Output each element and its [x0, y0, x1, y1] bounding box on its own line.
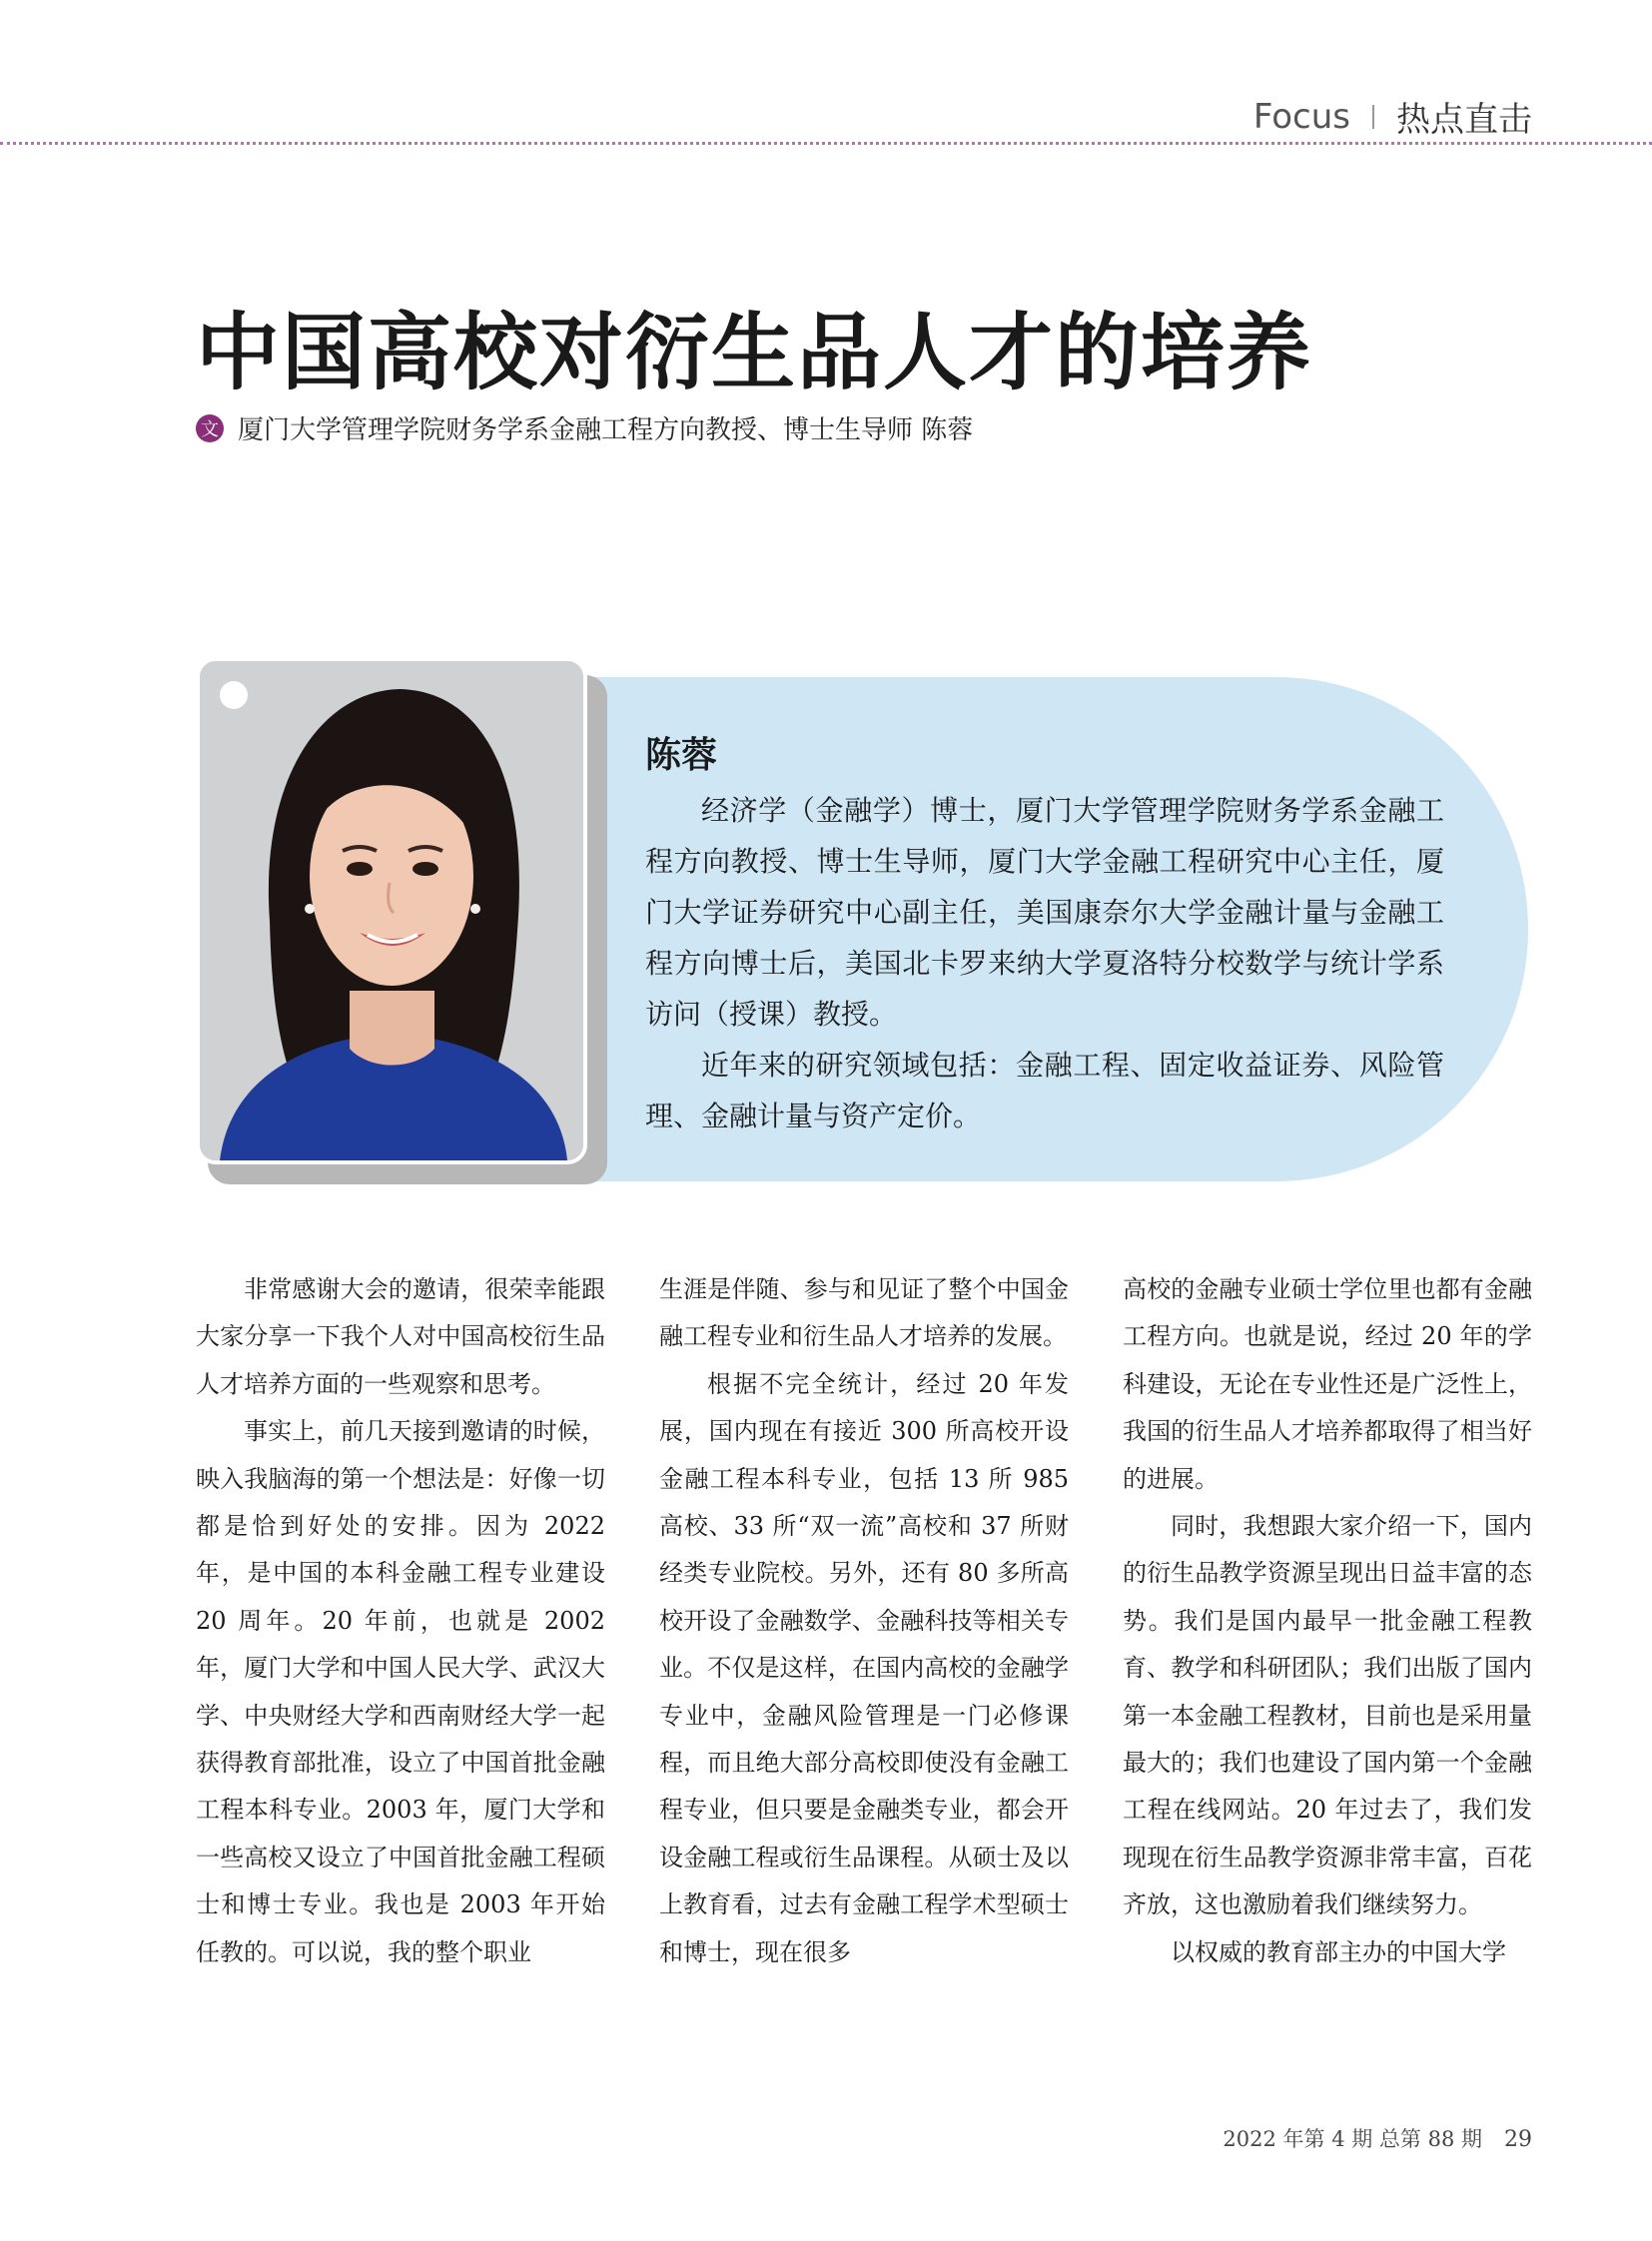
body-paragraph: 以权威的教育部主办的中国大学	[1171, 1937, 1506, 1966]
bio-paragraph: 经济学（金融学）博士，厦门大学管理学院财务学系金融工程方向教授、博士生导师，厦门大学金融工程研究中心主任，厦门大学证券研究中心副主任，美国康奈尔大学金融计量与金融工程方向博士后，美国北卡罗来纳大学夏洛特分校数学与统计学系访问（授课）教授。	[645, 794, 1444, 1031]
photo-marker-dot	[220, 681, 248, 709]
bio-paragraph: 近年来的研究领域包括：金融工程、固定收益证券、风险管理、金融计量与资产定价。	[645, 1049, 1444, 1132]
byline	[196, 409, 973, 446]
body-column-3	[1123, 1266, 1532, 1976]
portrait-illustration	[200, 661, 583, 1160]
author-photo	[196, 657, 587, 1164]
header-divider	[1372, 105, 1374, 129]
body-paragraph: 根据不完全统计，经过 20 年发展，国内现在有接近 300 所高校开设金融工程本科专业，包括 13 所 985 高校、33 所“双一流”高校和 37 所财经类专业院校。另外，还有 80 多所高校开设了金融数学、金融科技等相关专业。不仅是这样，在国内高校的金融学专业中，金融风险管理是一门必修课程，而且绝大部分高校即使没有金融工程专业，但只要是金融类专业，都会开设金融工程或衍生品课程。从硕士及以上教育看，过去有金融工程学术型硕士和博士，现在很多	[659, 1369, 1069, 1966]
body-paragraph: 生涯是伴随、参与和见证了整个中国金融工程专业和衍生品人才培养的发展。	[659, 1275, 1069, 1351]
header-focus: Focus	[1252, 96, 1350, 137]
author-badge-icon: 文	[196, 414, 224, 442]
body-column-1	[196, 1266, 605, 1976]
body-paragraph: 事实上，前几天接到邀请的时候，映入我脑海的第一个想法是：好像一切都是恰到好处的安排。因为 2022 年，是中国的本科金融工程专业建设 20 周年。20 年前，也就是 2002 年，厦门大学和中国人民大学、武汉大学、中央财经大学和西南财经大学一起获得教育部批准，设立了中国首批金融工程本科专业。2003 年，厦门大学和一些高校又设立了中国首批金融工程硕士和博士专业。我也是 2003 年开始任教的。可以说，我的整个职业	[196, 1417, 605, 1966]
header-section: 热点直击	[1396, 100, 1532, 140]
body-paragraph: 非常感谢大会的邀请，很荣幸能跟大家分享一下我个人对中国高校衍生品人才培养方面的一些观察和思考。	[196, 1275, 605, 1398]
header-dotted-rule	[0, 142, 1652, 145]
issue-info: 2022 年第 4 期 总第 88 期	[1223, 2127, 1482, 2151]
page-footer	[1223, 2123, 1532, 2153]
body-column-2	[659, 1266, 1069, 1976]
body-paragraph: 高校的金融专业硕士学位里也都有金融工程方向。也就是说，经过 20 年的学科建设，无论在专业性还是广泛性上，我国的衍生品人才培养都取得了相当好的进展。	[1123, 1275, 1532, 1493]
bio-text	[645, 785, 1444, 1141]
running-header	[1253, 92, 1532, 141]
page-number: 29	[1504, 2127, 1532, 2152]
article-title: 中国高校对衍生品人才的培养	[196, 304, 1313, 401]
bio-name: 陈蓉	[645, 735, 718, 776]
byline-text: 厦门大学管理学院财务学系金融工程方向教授、博士生导师 陈蓉	[238, 415, 974, 445]
body-paragraph: 同时，我想跟大家介绍一下，国内的衍生品教学资源呈现出日益丰富的态势。我们是国内最早一批金融工程教育、教学和科研团队；我们出版了国内第一本金融工程教材，目前也是采用量最大的；我们也建设了国内第一个金融工程在线网站。20 年过去了，我们发现现在衍生品教学资源非常丰富，百花齐放，这也激励着我们继续努力。	[1123, 1512, 1532, 1919]
